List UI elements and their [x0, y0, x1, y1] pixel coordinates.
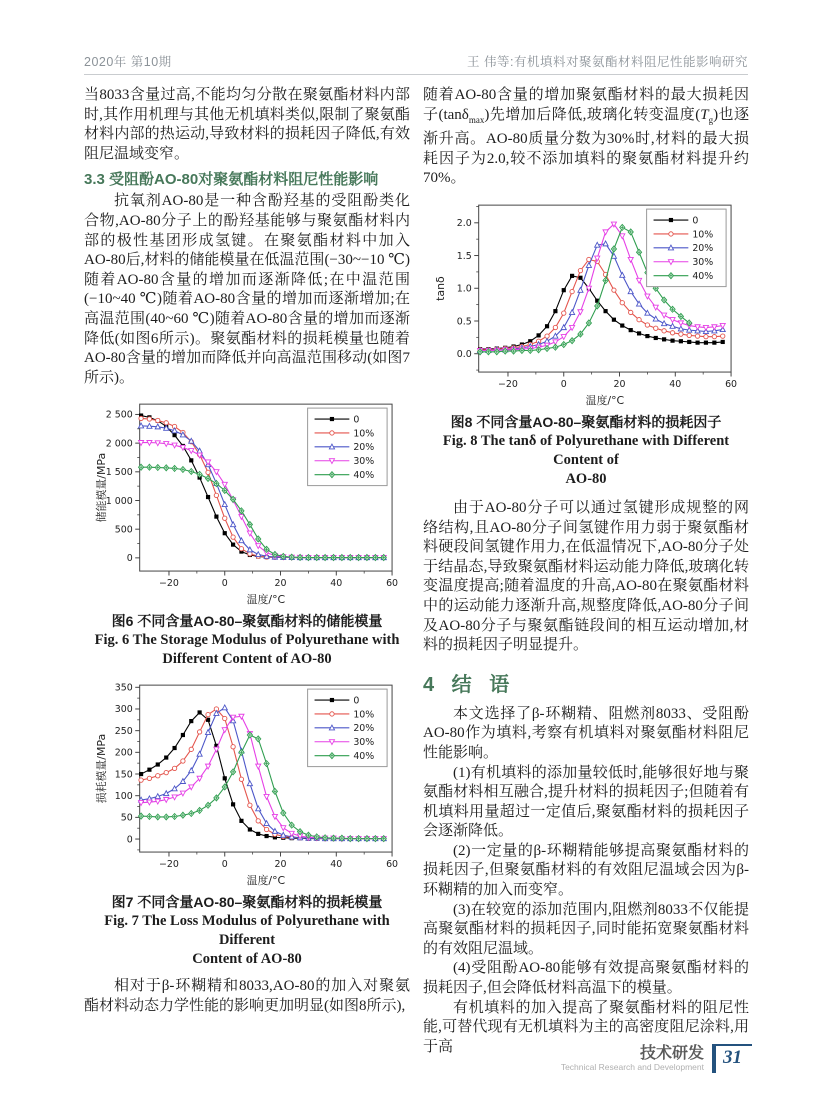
footer-section	[561, 1045, 704, 1073]
svg-text:500: 500	[114, 524, 133, 536]
svg-text:50: 50	[120, 812, 133, 824]
body-paragraph: 本文选择了β-环糊精、阻燃剂8033、受阻酚AO-80作为填料,考察有机填料对聚氨酯材料阻尼性能影响。	[423, 705, 749, 761]
body-paragraph	[423, 86, 749, 189]
subscript-g: g	[708, 114, 714, 125]
svg-text:40%: 40%	[353, 751, 375, 763]
svg-text:60: 60	[725, 378, 738, 390]
svg-text:20: 20	[274, 859, 287, 871]
svg-text:tanδ: tanδ	[433, 276, 447, 301]
svg-text:60: 60	[386, 578, 399, 590]
header-rule	[84, 74, 748, 75]
paragraph-text: )先增加后降低,玻璃化转变温度(	[484, 106, 701, 123]
paragraph-text: 随着AO-80含量的增加聚氨酯材料的最大损耗因子(tanδ	[423, 87, 749, 123]
figure-7	[84, 677, 410, 969]
svg-text:0: 0	[560, 378, 567, 390]
figure-6-caption-zh: 图6 不同含量AO-80–聚氨酯材料的储能模量	[111, 613, 383, 630]
page-number-box	[712, 1044, 752, 1073]
svg-text:2.0: 2.0	[456, 218, 472, 230]
svg-text:1.0: 1.0	[456, 283, 472, 295]
svg-text:损耗模量/MPa: 损耗模量/MPa	[94, 734, 108, 804]
svg-text:0: 0	[126, 834, 133, 846]
figure-7-caption	[84, 892, 410, 969]
figure-8	[423, 197, 749, 489]
conclusion-item-3: (3)在较宽的添加范围内,阻燃剂8033不仅能提高聚氨酯材料的损耗因子,同时能拓宽聚氨酯材料的有效阻尼温域。	[423, 901, 749, 957]
loss-modulus-chart	[92, 677, 402, 888]
page-number: 31	[723, 1047, 742, 1068]
svg-text:−20: −20	[498, 378, 518, 390]
symbol-Tg: T	[700, 106, 709, 123]
body-paragraph: 相对于β-环糊精和8033,AO-80的加入对聚氨酯材料动态力学性能的影响更加明显(如图8所示),	[84, 978, 410, 1014]
svg-text:40: 40	[330, 578, 343, 590]
svg-text:−20: −20	[159, 578, 179, 590]
body-paragraph: 有机填料的加入提高了聚氨酯材料的阻尼性能,可替代现有无机填料为主的高密度阻尼涂料,用于高	[423, 999, 749, 1055]
figure-7-caption-en: Fig. 7 The Loss Modulus of Polyurethane with Different	[104, 913, 390, 949]
svg-text:0: 0	[126, 553, 133, 565]
subscript-max: max	[468, 114, 485, 125]
svg-text:30%: 30%	[692, 257, 714, 269]
tan-delta-chart	[431, 197, 741, 408]
page-footer	[561, 1044, 752, 1073]
svg-text:20%: 20%	[692, 243, 714, 255]
body-paragraph: 由于AO-80分子可以通过氢键形成规整的网络结构,且AO-80分子间氢键作用力弱于聚氨酯材料硬段间氢键作用力,在低温情况下,AO-80分子处于结晶态,导致聚氨酯材料运动能力降低,玻璃化转变温度提高;随着温度的升高,AO-80在聚氨酯材料中的运动能力逐渐升高,规整度降低,AO-80分子间及AO-80分子与聚氨酯链段间的相互运动增加,材料的损耗因子明显提升。	[423, 499, 749, 654]
conclusion-item-4: (4)受阻酚AO-80能够有效提高聚氨酯材料的损耗因子,但会降低材料高温下的模量。	[423, 960, 749, 997]
svg-text:温度/°C: 温度/°C	[246, 874, 286, 888]
svg-text:20: 20	[274, 578, 287, 590]
svg-text:1 000: 1 000	[105, 496, 133, 508]
svg-text:10%: 10%	[353, 709, 375, 721]
svg-text:30%: 30%	[353, 456, 375, 468]
body-paragraph: 抗氧剂AO-80是一种含酚羟基的受阻酚类化合物,AO-80分子上的酚羟基能够与聚氨酯材料内部的极性基团形成氢键。在聚氨酯材料中加入AO-80后,材料的储能模量在低温范围(−30~−10 ℃)随着AO-80含量的增加而逐渐降低;在中温范围(−10~40 ℃)随着AO-80含量的增加而逐渐增加;在高温范围(40~60 ℃)随着AO-80含量的增加而逐渐降低(如图6所示)。聚氨酯材料的损耗模量也随着AO-80含量的增加而降低并向高温范围移动(如图7所示)。	[84, 193, 410, 386]
svg-text:40: 40	[330, 859, 343, 871]
section-heading-4: 4 结 语	[423, 673, 510, 696]
figure-6	[84, 396, 410, 669]
svg-text:0.5: 0.5	[456, 316, 472, 328]
svg-text:0: 0	[221, 578, 228, 590]
figure-6-caption-en: Fig. 6 The Storage Modulus of Polyurethane with	[94, 632, 400, 649]
conclusion-item-1: (1)有机填料的添加量较低时,能够很好地与聚氨酯材料相互融合,提升材料的损耗因子;但随着有机填料用量超过一定值后,聚氨酯材料的损耗因子会逐渐降低。	[423, 764, 749, 840]
svg-text:20: 20	[613, 378, 626, 390]
svg-text:40%: 40%	[353, 470, 375, 482]
svg-text:1.5: 1.5	[456, 250, 472, 262]
svg-text:10%: 10%	[692, 229, 714, 241]
figure-6-caption-en: Different Content of AO-80	[162, 651, 332, 668]
paragraph-text: )也逐渐升高。AO-80质量分数为30%时,材料的最大损耗因子为2.0,较不添加填料的聚氨酯材料提升约70%。	[423, 106, 750, 187]
svg-text:0: 0	[221, 859, 228, 871]
body-paragraph: 当8033含量过高,不能均匀分散在聚氨酯材料内部时,其作用机理与其他无机填料类似,限制了聚氨酯材料内部的热运动,导致材料的损耗因子降低,有效阻尼温域变窄。	[84, 87, 410, 162]
svg-text:40%: 40%	[692, 271, 714, 283]
svg-text:1 500: 1 500	[105, 467, 133, 479]
svg-text:40: 40	[669, 378, 682, 390]
figure-8-caption-en: Fig. 8 The tanδ of Polyurethane with Different Content of	[442, 432, 730, 468]
svg-text:350: 350	[114, 682, 133, 694]
svg-text:150: 150	[114, 769, 133, 781]
svg-text:温度/°C: 温度/°C	[246, 593, 286, 607]
svg-text:0: 0	[353, 695, 360, 707]
svg-text:温度/°C: 温度/°C	[585, 393, 625, 407]
svg-text:2 500: 2 500	[105, 410, 133, 422]
left-column	[84, 86, 410, 1017]
running-title: 王 伟等:有机填料对聚氨酯材料阻尼性能影响研究	[467, 55, 748, 69]
svg-text:20%: 20%	[353, 723, 375, 735]
right-column	[423, 86, 749, 1057]
svg-text:0: 0	[692, 215, 699, 227]
figure-8-caption-zh: 图8 不同含量AO-80–聚氨酯材料的损耗因子	[450, 413, 722, 430]
journal-issue: 2020年 第10期	[84, 55, 172, 69]
figure-6-caption	[84, 611, 410, 669]
svg-text:储能模量/MPa: 储能模量/MPa	[94, 453, 108, 523]
svg-text:250: 250	[114, 726, 133, 738]
svg-text:60: 60	[386, 859, 399, 871]
figure-8-caption-en: AO-80	[565, 470, 607, 487]
svg-text:10%: 10%	[353, 428, 375, 440]
svg-text:0.0: 0.0	[456, 348, 472, 360]
svg-text:200: 200	[114, 747, 133, 759]
figure-7-caption-zh: 图7 不同含量AO-80–聚氨酯材料的损耗模量	[111, 894, 383, 911]
section-heading-3-3: 3.3 受阻酚AO-80对聚氨酯材料阻尼性能影响	[84, 171, 379, 189]
footer-section-en: Technical Research and Development	[560, 1062, 704, 1072]
svg-text:100: 100	[114, 791, 133, 803]
svg-text:20%: 20%	[353, 442, 375, 454]
storage-modulus-chart	[92, 396, 402, 607]
svg-text:0: 0	[353, 414, 360, 426]
footer-section-zh: 技术研发	[639, 1045, 704, 1062]
conclusion-item-2: (2)一定量的β-环糊精能够提高聚氨酯材料的损耗因子,但聚氨酯材料的有效阻尼温域会因为β-环糊精的加入而变窄。	[423, 842, 749, 899]
figure-8-caption	[423, 412, 749, 489]
figure-7-caption-en: Content of AO-80	[192, 951, 302, 968]
svg-text:−20: −20	[159, 859, 179, 871]
svg-text:30%: 30%	[353, 737, 375, 749]
svg-text:300: 300	[114, 704, 133, 716]
page-header	[84, 52, 748, 70]
svg-text:2 000: 2 000	[105, 438, 133, 450]
